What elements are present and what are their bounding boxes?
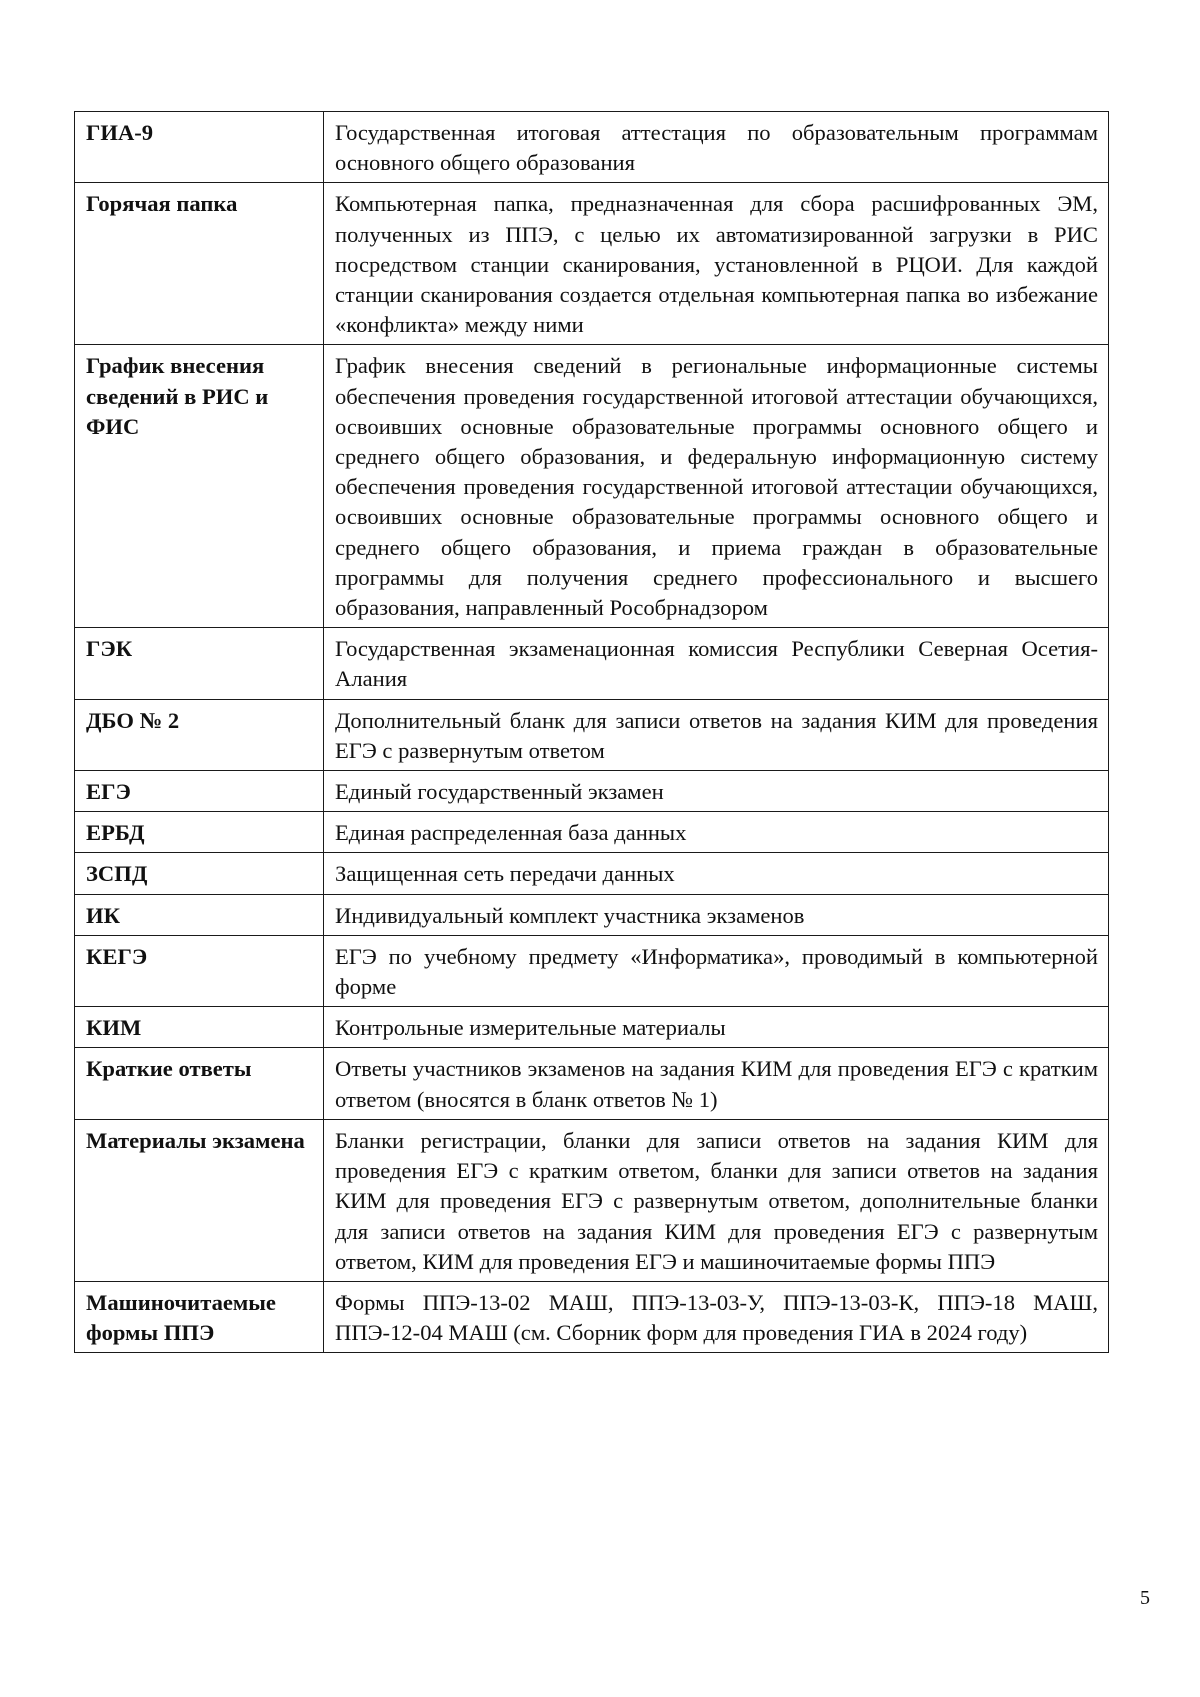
- glossary-row: [75, 183, 1109, 345]
- glossary-definition: Формы ППЭ-13-02 МАШ, ППЭ-13-03-У, ППЭ-13-03-К, ППЭ-18 МАШ, ППЭ-12-04 МАШ (см. Сборник форм для проведения ГИА в 2024 году): [324, 1281, 1109, 1352]
- glossary-definition: Единый государственный экзамен: [324, 771, 1109, 812]
- glossary-term: График внесения сведений в РИС и ФИС: [75, 345, 324, 628]
- glossary-body: [75, 112, 1109, 1353]
- glossary-row: [75, 894, 1109, 935]
- glossary-term: ГЭК: [75, 628, 324, 699]
- glossary-term: Краткие ответы: [75, 1048, 324, 1119]
- glossary-definition: Ответы участников экзаменов на задания КИМ для проведения ЕГЭ с кратким ответом (вносятся в бланк ответов № 1): [324, 1048, 1109, 1119]
- glossary-definition: Дополнительный бланк для записи ответов на задания КИМ для проведения ЕГЭ с развернутым ответом: [324, 699, 1109, 770]
- glossary-table: [74, 111, 1109, 1353]
- page-number: 5: [1140, 1587, 1150, 1609]
- glossary-term: ГИА-9: [75, 112, 324, 183]
- glossary-row: [75, 345, 1109, 628]
- glossary-row: [75, 935, 1109, 1006]
- glossary-definition: Единая распределенная база данных: [324, 812, 1109, 853]
- glossary-term: Горячая папка: [75, 183, 324, 345]
- glossary-row: [75, 628, 1109, 699]
- glossary-definition: Компьютерная папка, предназначенная для сбора расшифрованных ЭМ, полученных из ППЭ, с целью их автоматизированной загрузки в РИС посредством станции сканирования, установленной в РЦОИ. Для каждой станции сканирования создается отдельная компьютерная папка во избежание «конфликта» между ними: [324, 183, 1109, 345]
- glossary-row: [75, 112, 1109, 183]
- glossary-term: ДБО № 2: [75, 699, 324, 770]
- glossary-row: [75, 1281, 1109, 1352]
- glossary-term: КЕГЭ: [75, 935, 324, 1006]
- glossary-term: КИМ: [75, 1007, 324, 1048]
- glossary-term: Машиночитаемые формы ППЭ: [75, 1281, 324, 1352]
- glossary-row: [75, 771, 1109, 812]
- glossary-term: ЕГЭ: [75, 771, 324, 812]
- glossary-definition: Государственная итоговая аттестация по образовательным программам основного общего образования: [324, 112, 1109, 183]
- glossary-definition: Защищенная сеть передачи данных: [324, 853, 1109, 894]
- glossary-term: Материалы экзамена: [75, 1119, 324, 1281]
- glossary-definition: ЕГЭ по учебному предмету «Информатика», проводимый в компьютерной форме: [324, 935, 1109, 1006]
- glossary-definition: Индивидуальный комплект участника экзаменов: [324, 894, 1109, 935]
- glossary-row: [75, 1119, 1109, 1281]
- glossary-definition: Бланки регистрации, бланки для записи ответов на задания КИМ для проведения ЕГЭ с кратким ответом, бланки для записи ответов на задания КИМ для проведения ЕГЭ с развернутым ответом, дополнительные бланки для записи ответов на задания КИМ для проведения ЕГЭ с развернутым ответом, КИМ для проведения ЕГЭ и машиночитаемые формы ППЭ: [324, 1119, 1109, 1281]
- glossary-definition: Контрольные измерительные материалы: [324, 1007, 1109, 1048]
- glossary-row: [75, 1048, 1109, 1119]
- glossary-row: [75, 699, 1109, 770]
- glossary-term: ЕРБД: [75, 812, 324, 853]
- glossary-definition: График внесения сведений в региональные информационные системы обеспечения проведения государственной итоговой аттестации обучающихся, освоивших основные образовательные программы основного общего и среднего общего образования, и федеральную информационную систему обеспечения проведения государственной итоговой аттестации обучающихся, освоивших основные образовательные программы основного общего и среднего общего образования, и приема граждан в образовательные программы для получения среднего профессионального и высшего образования, направленный Рособрнадзором: [324, 345, 1109, 628]
- glossary-definition: Государственная экзаменационная комиссия Республики Северная Осетия-Алания: [324, 628, 1109, 699]
- glossary-row: [75, 853, 1109, 894]
- glossary-row: [75, 812, 1109, 853]
- glossary-term: ЗСПД: [75, 853, 324, 894]
- glossary-term: ИК: [75, 894, 324, 935]
- glossary-row: [75, 1007, 1109, 1048]
